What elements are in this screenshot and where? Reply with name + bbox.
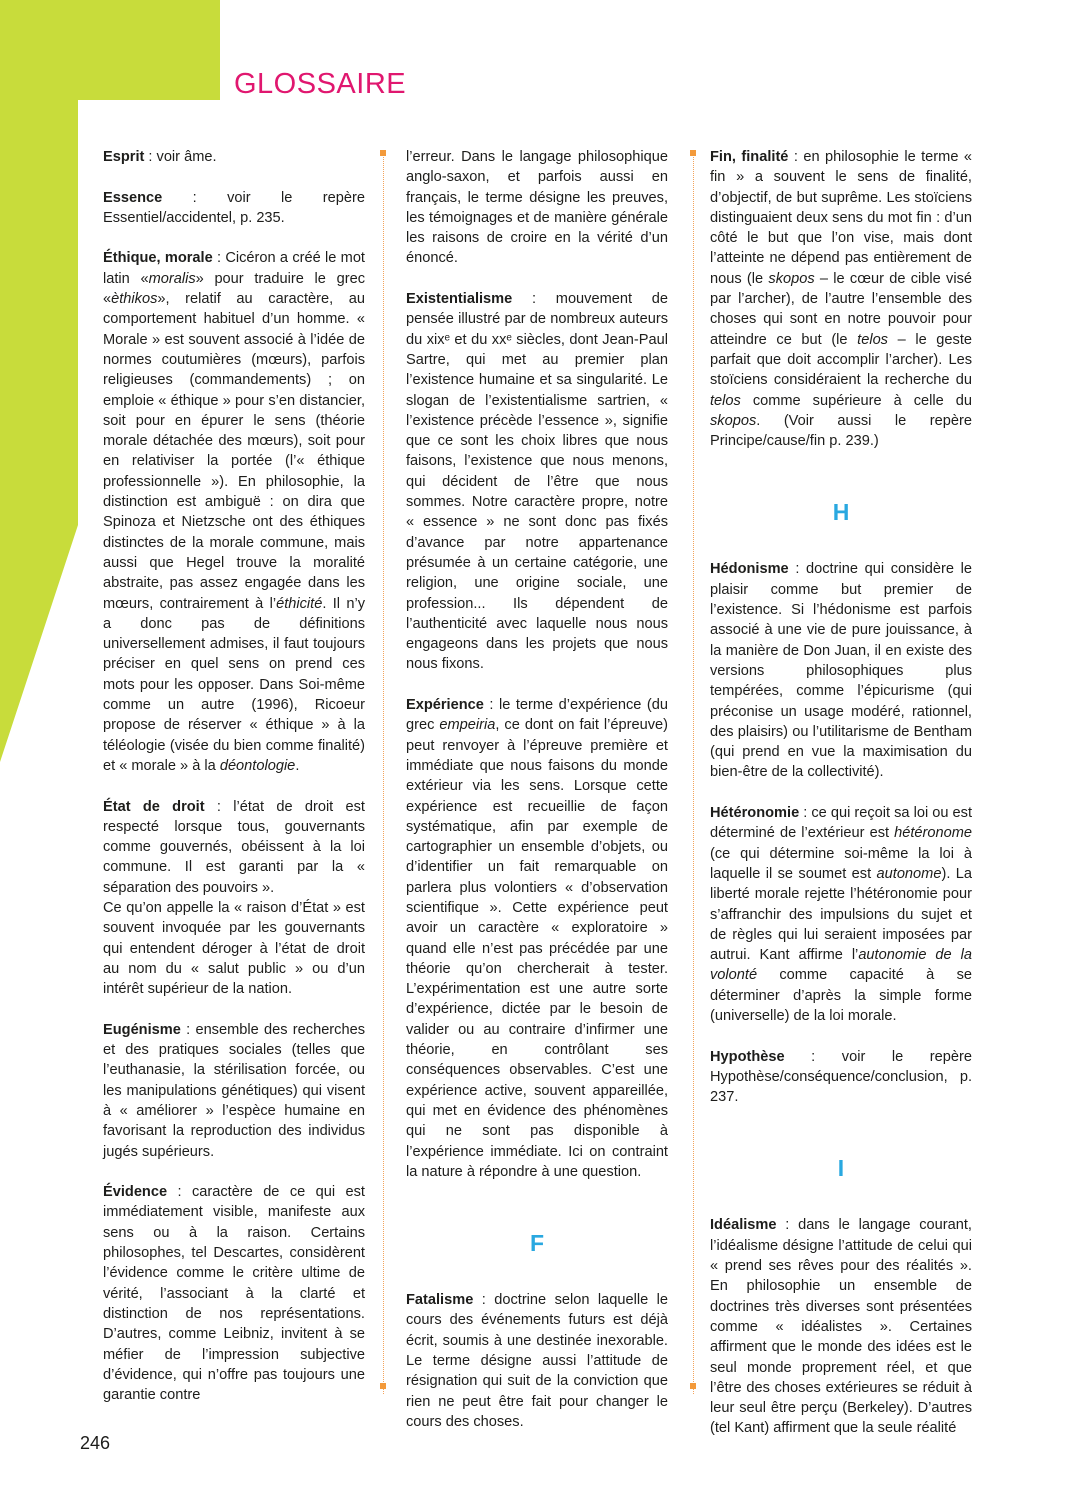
italic-term: éthicité xyxy=(276,595,323,612)
separator-marker xyxy=(690,1383,696,1389)
italic-term: telos xyxy=(857,331,888,348)
glossary-entry-text xyxy=(710,803,972,1026)
definition-text: ). La liberté morale rejette l’hétéronomie pour s’affranchir des impulsions du sujet et de règles qui lui seraient imposées par autrui. Kant affirme l’ xyxy=(710,865,972,964)
glossary-entry xyxy=(406,695,668,1182)
glossary-entry-text xyxy=(406,695,668,1182)
glossary-entry xyxy=(103,1182,365,1405)
glossary-entry xyxy=(710,147,972,451)
definition-text: : le terme d’expérience (du grec xyxy=(406,697,668,734)
definition-text: . Il n’y a donc pas de définitions universellement admises, il faut toujours préciser en quel sens on prend ces mots pour les opposer. Dans Soi-même comme un autre (1996), Ricoeur propose de réserver « éthique » à la téléologie (visée du bien comme finalité) et « morale » à la xyxy=(103,595,365,774)
glossary-term: Idéalisme xyxy=(710,1217,777,1234)
definition-text: . xyxy=(295,757,300,774)
definition-text: l’erreur. Dans le langage philosophique anglo-saxon, et parfois aussi en français, le terme désigne les preuves, les témoignages et de manière générale les raisons de croire en la vérité d’un énoncé. xyxy=(406,149,668,267)
definition-text: – le geste parfait que doit accomplir l’archer). Les stoïciens considéraient la recherche du xyxy=(710,331,972,389)
definition-text: : voir âme. xyxy=(144,149,217,165)
glossary-entry xyxy=(710,1215,972,1438)
definition-text: : voir le repère Hypothèse/conséquence/conclusion, p. 237. xyxy=(710,1048,972,1106)
glossary-term: Existentialisme xyxy=(406,291,513,308)
italic-term: èthikos xyxy=(111,291,158,308)
definition-text: comme capacité à se déterminer d’après la simple forme (universelle) de la loi morale. xyxy=(710,967,972,1024)
glossary-column-1 xyxy=(103,147,365,1426)
glossary-entry xyxy=(103,248,365,776)
glossary-term: Hétéronomie xyxy=(710,805,800,822)
definition-text: – le cœur de cible visé par l’archer), de l’autre l’ensemble des choses qui sont en notre pouvoir pour atteindre ce but (le xyxy=(710,270,972,348)
section-letter-heading: I xyxy=(837,1155,845,1182)
glossary-entry-text xyxy=(710,1047,972,1108)
glossary-column-3 xyxy=(710,147,972,1459)
definition-text: : mouvement de pensée illustré par de nombreux auteurs du xixᵉ et du xxᵉ siècles, dont Jean-Paul Sartre, qui met au premier plan l’existence humaine et sa singularité. Le slogan de l’existentialisme sartrien, « l’existence précède l’essence », signifie que ce sont les choix libres que nous faisons, l’existence que nous menons, qui décident de l’être que nous sommes. Notre caractère propre, notre « essence » ne sont donc pas fixés d’avance par notre appartenance présumée à un certaine catégorie, une religion, une origine sociale, une profession... Ils dépendent de l’authenticité avec laquelle nous nous engageons dans les projets que nous nous fixons. xyxy=(406,291,668,673)
glossary-entry xyxy=(103,1020,365,1162)
definition-text: : caractère de ce qui est immédiatement visible, manifeste aux sens ou à la raison. Certains philosophes, tel Descartes, considèrent l’évidence comme le critère ultime de vérité, l’associant à la clarté et distinction de nos représentations. D’autres, comme Leibniz, invitent à se méfier de l’impression subjective d’évidence, qui n’offre pas toujours une garantie contre xyxy=(103,1184,365,1404)
glossary-entry xyxy=(406,147,668,269)
glossary-entry-text xyxy=(406,147,668,269)
italic-term: autonomie de la volonté xyxy=(710,947,972,984)
definition-text: (ce qui détermine soi-même la loi à laquelle il se soumet est xyxy=(710,845,972,882)
glossary-term: État de droit xyxy=(103,798,205,815)
definition-text: : Cicéron a créé le mot latin « xyxy=(103,250,365,287)
column-separator xyxy=(693,150,694,1394)
glossary-entry-text xyxy=(103,1020,365,1162)
section-letter-heading: H xyxy=(832,499,850,526)
italic-term: hétéronome xyxy=(894,825,972,842)
definition-text: comme supérieure à celle du xyxy=(740,392,972,409)
glossary-column-2 xyxy=(406,147,668,1453)
separator-marker xyxy=(690,150,696,156)
column-separator xyxy=(383,150,384,1394)
glossary-entry xyxy=(406,289,668,675)
definition-text: , ce dont on fait l’épreuve) peut renvoyer à l’épreuve première et immédiate que nous faisons du monde extérieur via les sens. Lorsque cette expérience est recueillie de façon systématique, afin par exemple de cartographier un ensemble d’objets, ou d’identifier un fait remarquable on parlera plus volontiers « d’observation scientifique ». Cette expérience peut avoir un caractère « exploratoire » quand elle n’est pas précédée par une théorie qu’on chercherait à tester. L’expérimentation est une autre sorte d’expérience, dictée par le besoin de valider ou au contraire d’infirmer une théorie, en contrôlant ses conséquences observables. C’est une expérience active, souvent appareillée, qui met en évidence des phénomènes qui ne sont pas disponible à l’expérience immédiate. Ici on contraint la nature à répondre à une question. xyxy=(406,717,668,1180)
glossary-term: Éthique, morale xyxy=(103,250,213,267)
glossary-entry-text xyxy=(103,248,365,776)
separator-marker xyxy=(380,1383,386,1389)
glossary-entry-text xyxy=(710,559,972,782)
glossary-term: Évidence xyxy=(103,1184,168,1201)
italic-term: skopos xyxy=(710,412,757,429)
italic-term: skopos xyxy=(768,270,815,287)
page-title: GLOSSAIRE xyxy=(234,68,407,100)
definition-text: : ensemble des recherches et des pratiques sociales (telles que l’euthanasie, la stérilisation forcée, ou les manipulations génétiques) qui visent à « améliorer » l’espèce humaine en favorisant la reproduction des individus jugés supérieurs. xyxy=(103,1021,365,1160)
definition-text: . (Voir aussi le repère Principe/cause/fin p. 239.) xyxy=(710,412,972,450)
glossary-entry-text xyxy=(710,147,972,451)
glossary-entry-text xyxy=(406,289,668,675)
glossary-entry xyxy=(710,1047,972,1108)
definition-text: : voir le repère Essentiel/accidentel, p. 235. xyxy=(103,189,365,226)
glossary-term: Hypothèse xyxy=(710,1048,785,1065)
glossary-entry-text xyxy=(710,1215,972,1438)
definition-text: : ce qui reçoit sa loi ou est déterminé de l’extérieur est xyxy=(710,805,972,842)
definition-text: : en philosophie le terme « fin » a souvent le sens de finalité, d’objectif, de but suprême. Les stoïciens distinguaient deux sens du mot fin : d’un côté le but que l’on vise, mais dont l’atteinte ne dépend pas entièrement de nous (le xyxy=(710,149,972,287)
glossary-term: Fin, finalité xyxy=(710,149,789,165)
glossary-entry-text xyxy=(103,1182,365,1405)
glossary-term: Essence xyxy=(103,189,163,206)
italic-term: déontologie xyxy=(219,757,296,774)
definition-text: » pour traduire le grec « xyxy=(103,270,365,308)
glossary-entry-text xyxy=(103,188,365,229)
glossary-entry xyxy=(710,803,972,1026)
glossary-entry xyxy=(103,188,365,229)
section-letter-heading: F xyxy=(529,1230,545,1257)
glossary-entry xyxy=(710,559,972,782)
definition-paragraph: Ce qu’on appelle la « raison d’État » est souvent invoquée par les gouvernants qui entendent déroger à l’état de droit au nom du « salut public » ou d’un intérêt supérieur de la nation. xyxy=(103,899,365,998)
definition-text: : dans le langage courant, l’idéalisme désigne l’attitude de celui qui « prend ses rêves pour des réalités ». En philosophie un ensemble de doctrines très diverses sont présentées comme « idéalistes ». Certaines affirment que le monde des idées est le seul monde proprement réel, et que l’être des choses extérieures se réduit à leur seul être perçu (Berkeley). D’autres (tel Kant) affirment que la seule réalité xyxy=(710,1217,972,1437)
glossary-term: Eugénisme xyxy=(103,1021,181,1038)
separator-marker xyxy=(380,150,386,156)
italic-term: moralis xyxy=(148,270,196,287)
definition-text: : doctrine qui considère le plaisir comme but premier de l’existence. Si l’hédonisme est parfois associé à une vie de pure jouissance, à la manière de Don Juan, il en existe des versions philosophiques plus tempérées, comme l’épicurisme (qui préconise un usage modéré, rationnel, des plaisirs) ou l’utilitarisme de Bentham (qui prend en vue la maximisation du bien-être de la collectivité). xyxy=(710,561,972,781)
glossary-entry xyxy=(103,797,365,1000)
definition-text: », relatif au caractère, au comportement habituel d’un homme. « Morale » est souvent associé à l’idée de normes coutumières (mœurs), parfois religieuses (commandements) ; on emploie « éthique » pour s’en distancier, soit pour en épurer le sens (théorie morale détachée des mœurs), soit pour en relativiser la portée (l’« éthique professionnelle »). En philosophie, la distinction est ambiguë : on dira que Spinoza et Nietzsche ont des éthiques distinctes de la morale commune, mais aussi que Hegel trouve la moralité abstraite, pas assez engagée dans les mœurs, contrairement à l’ xyxy=(103,291,365,612)
italic-term: empeiria xyxy=(439,717,496,734)
page-number: 246 xyxy=(80,1433,111,1453)
glossary-entry-text xyxy=(103,797,365,898)
definition-text: : doctrine selon laquelle le cours des événements futurs est déjà écrit, soumis à une destinée inexorable. Le terme désigne aussi l’attitude de résignation qui suit de la conviction que rien ne peut être fait pour changer le cours des choses. xyxy=(406,1292,668,1430)
italic-term: autonome xyxy=(876,865,942,882)
glossary-entry-text xyxy=(406,1290,668,1432)
glossary-term: Expérience xyxy=(406,697,484,714)
glossary-entry-text xyxy=(103,147,365,167)
italic-term: telos xyxy=(710,392,741,409)
glossary-term: Fatalisme xyxy=(406,1292,474,1309)
definition-text: : l’état de droit est respecté lorsque tous, gouvernants comme gouvernés, obéissent à la loi commune. Il est garanti par la « séparation des pouvoirs ». xyxy=(103,798,365,896)
glossary-term: Esprit xyxy=(103,149,145,165)
glossary-entry xyxy=(406,1290,668,1432)
glossary-term: Hédonisme xyxy=(710,561,789,578)
glossary-entry xyxy=(103,147,365,167)
